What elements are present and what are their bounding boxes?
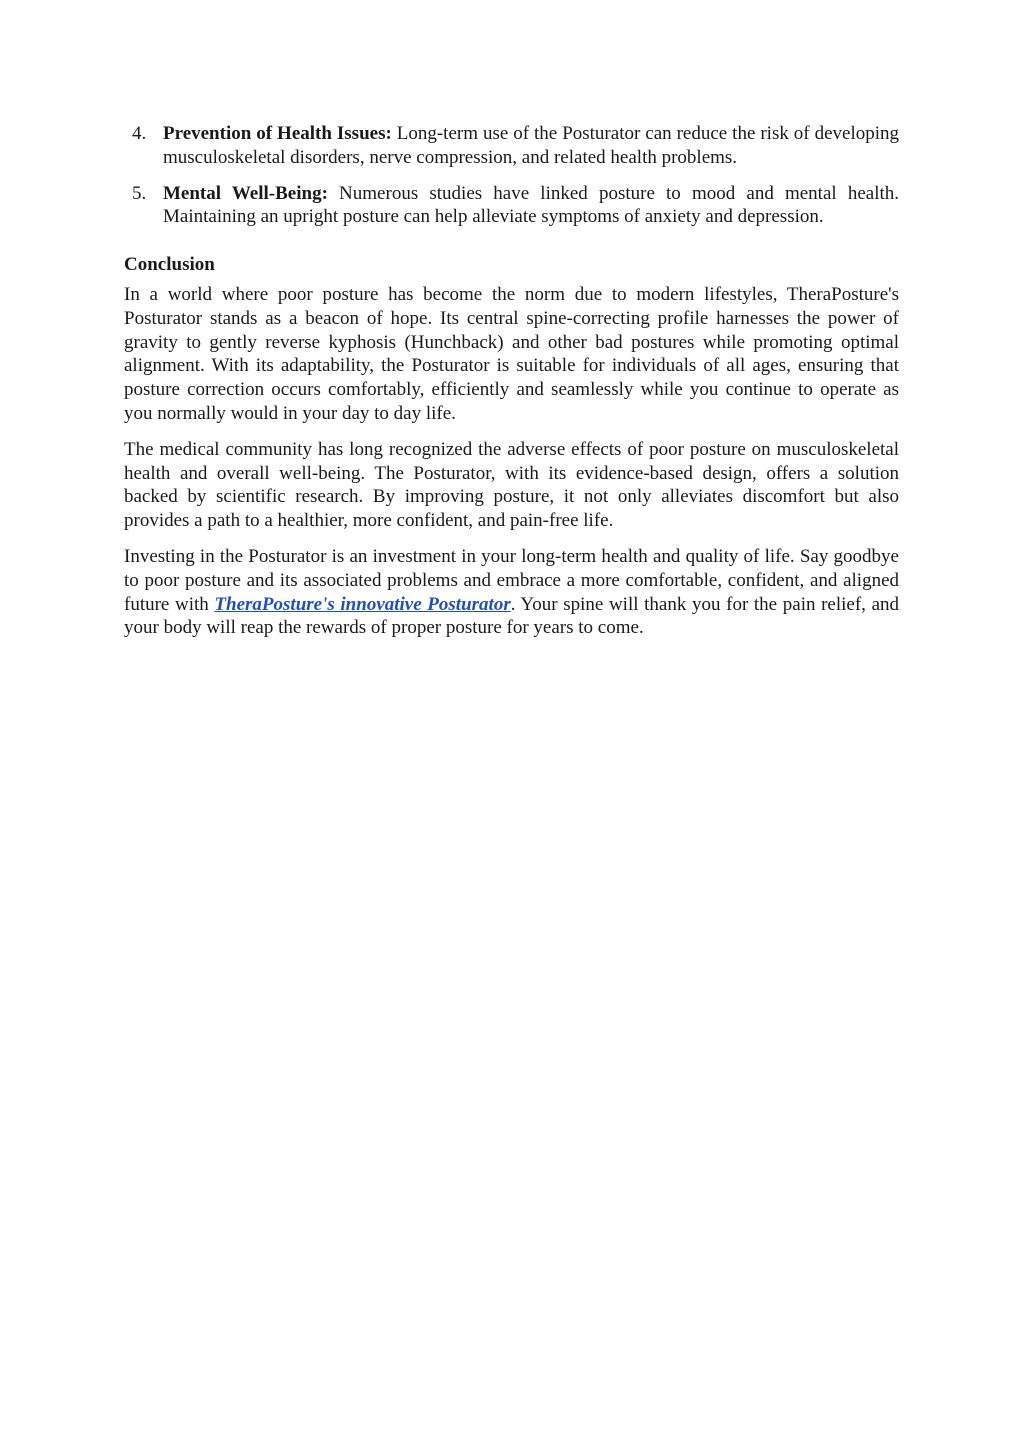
list-item-title: Mental Well-Being:: [163, 182, 328, 204]
page-content: [124, 122, 899, 652]
paragraph-text-after-link: . Your spine will thank you for the pain relief, and your body will reap the rewards of proper posture for years to come.: [124, 593, 900, 639]
list-number: 5.: [132, 182, 147, 204]
conclusion-paragraph-1: In a world where poor posture has become the norm due to modern lifestyles, TheraPosture's Posturator stands as a beacon of hope. Its central spine-correcting profile harnesses the power of gravity to gently reverse kyphosis (Hunchback) and other bad postures while promoting optimal alignment. With its adaptability, the Posturator is suitable for individuals of all ages, ensuring that posture correction occurs comfortably, efficiently and seamlessly while you continue to operate as you normally would in your day to day life.: [124, 283, 899, 424]
list-item-title: Prevention of Health Issues:: [163, 123, 392, 144]
list-item-prevention: [124, 122, 899, 170]
paragraph-text-before-link: Investing in the Posturator is an investment in your long-term health and quality of life. Say goodbye to poor posture and its associated problems and embrace a more comfortable, confident, and aligned future with: [124, 545, 899, 615]
theraposture-posturator-link[interactable]: TheraPosture's innovative Posturator: [214, 593, 511, 615]
list-item-body: [163, 122, 899, 170]
list-item-body: [163, 182, 899, 230]
section-heading-conclusion: Conclusion: [124, 254, 215, 276]
list-item-text: Numerous studies have linked posture to mood and mental health. Maintaining an upright posture can help alleviate symptoms of anxiety and depression.: [163, 182, 900, 228]
conclusion-paragraph-2: The medical community has long recognized the adverse effects of poor posture on musculoskeletal health and overall well-being. The Posturator, with its evidence-based design, offers a solution backed by scientific research. By improving posture, it not only alleviates discomfort but also provides a path to a healthier, more confident, and pain-free life.: [124, 438, 899, 532]
list-item-text: Long-term use of the Posturator can reduce the risk of developing musculoskeletal disorders, nerve compression, and related health problems.: [163, 123, 899, 168]
list-number: 4.: [132, 123, 147, 144]
list-item-mental-wellbeing: [124, 182, 899, 230]
conclusion-paragraph-3: [124, 545, 899, 640]
